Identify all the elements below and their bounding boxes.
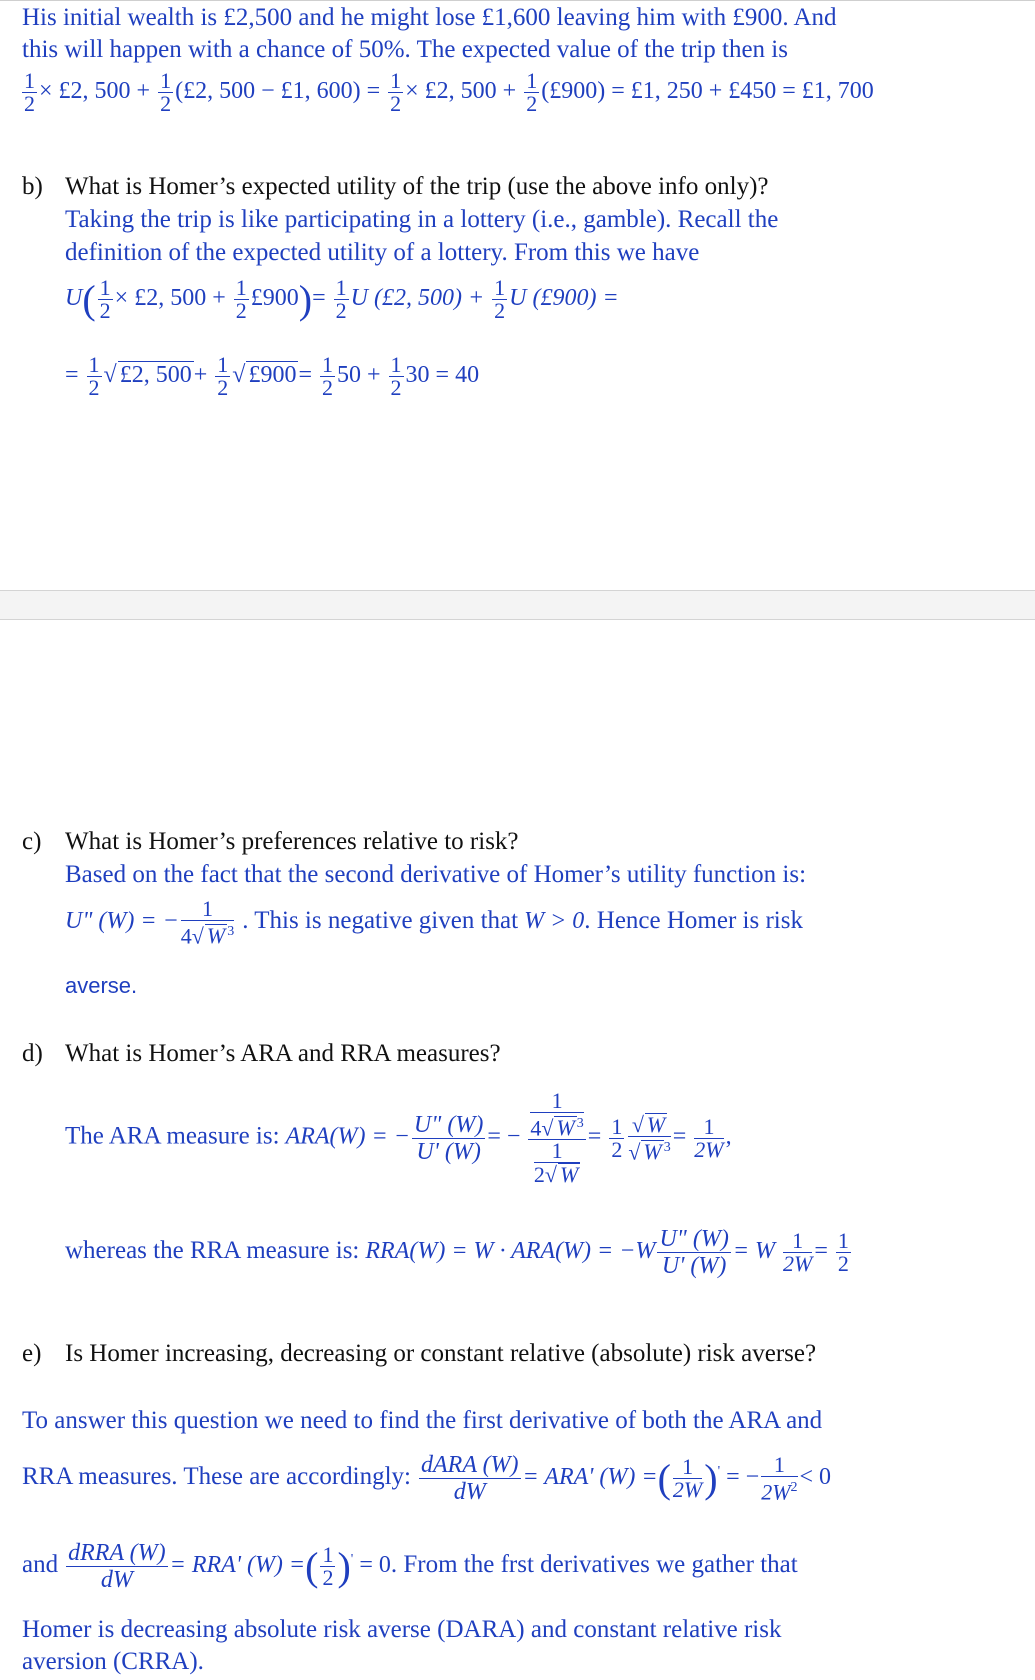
fraction-half: $\frac{1}{2}$	[160, 68, 172, 116]
part-b-answer-1: Taking the trip is like participating in a lottery (i.e., gamble). Recall the	[65, 206, 779, 233]
part-b-answer-2: definition of the expected utility of a lottery. From this we have	[65, 239, 700, 266]
part-c-answer-1: Based on the fact that the second derivative of Homer’s utility function is:	[65, 861, 807, 888]
part-b-equation-2: = $\frac{1}{2}$ √ £2, 500+ $\frac{1}{2}$ √ £900= $\frac{1}{2}$ 50 + $\frac{1}{2}$ 30 = 40	[65, 352, 480, 400]
ara-derivative-equation: RRA measures. These are accordingly: $\frac{\text{dARA (W)}}{dW}$ = ARA' (W) =( $\frac{1}{2W}$ )' = − $\frac{1}{2W^2}$ < 0	[22, 1451, 832, 1505]
part-d-question: What is Homer’s ARA and RRA measures?	[65, 1040, 501, 1067]
intro-line-2: this will happen with a chance of 50%. The expected value of the trip then is	[22, 36, 788, 63]
part-b-label: b)	[22, 173, 43, 200]
part-d-label: d)	[22, 1040, 43, 1067]
ara-equation: The ARA measure is: ARA(W) = − $\frac{U" (W)}{U' (W)}$ = − $\frac{\frac{1}{4√ W ^3}}{\frac{1}{2√ W}}$ = $\frac{1}{2}$ $\frac{√ W}{√ W ^3}$ = $\frac{1}{2W}$ ,	[65, 1088, 732, 1188]
part-c-question: What is Homer’s preferences relative to risk?	[65, 828, 519, 855]
part-e-label: e)	[22, 1340, 42, 1367]
fraction-half: $\frac{1}{2}$	[526, 68, 538, 116]
page-break-separator	[0, 590, 1035, 620]
part-c-answer-3: averse.	[65, 973, 138, 998]
intro-line-1: His initial wealth is £2,500 and he might lose £1,600 leaving him with £900. And	[22, 4, 837, 31]
part-e-answer-4: Homer is decreasing absolute risk averse (DARA) and constant relative risk	[22, 1616, 782, 1643]
part-b-equation-1: U( $\frac{1}{2}$ × £2, 500 + $\frac{1}{2}$ £900)= $\frac{1}{2}$ U (£2, 500) + $\frac{1}{2}$ U (£900) =	[65, 275, 619, 323]
part-b-question: What is Homer’s expected utility of the trip (use the above info only)?	[65, 173, 769, 200]
intro-equation: $\frac{1}{2}$ × £2, 500 + $\frac{1}{2}$ (£2, 500 − £1, 600) = $\frac{1}{2}$ × £2, 500 + $\frac{1}{2}$ (£900) = £1, 250 + £450 = £1, 700	[24, 68, 874, 116]
fraction-half: $\frac{1}{2}$	[390, 68, 402, 116]
part-c-equation: U" (W) = − $\frac{1}{4√ W ^3}$ . This is negative given that W > 0. Hence Homer is risk	[65, 896, 803, 949]
rra-equation: whereas the RRA measure is: RRA(W) = W · ARA(W) = −W $\frac{U" (W)}{U' (W)}$ = W $\frac{1}{2W}$ = $\frac{1}{2}$	[65, 1226, 849, 1279]
fraction-half: $\frac{1}{2}$	[24, 68, 35, 116]
part-e-answer-1: To answer this question we need to find the first derivative of both the ARA and	[22, 1407, 823, 1434]
part-e-question: Is Homer increasing, decreasing or constant relative (absolute) risk averse?	[65, 1340, 817, 1367]
part-c-label: c)	[22, 828, 42, 855]
part-e-answer-5: aversion (CRRA).	[22, 1648, 204, 1675]
rra-derivative-equation: and $\frac{\text{dRRA (W)}}{dW}$ = RRA' (W) =( $\frac{1}{2}$ )' = 0. From the frst derivatives we gather that	[22, 1540, 798, 1593]
